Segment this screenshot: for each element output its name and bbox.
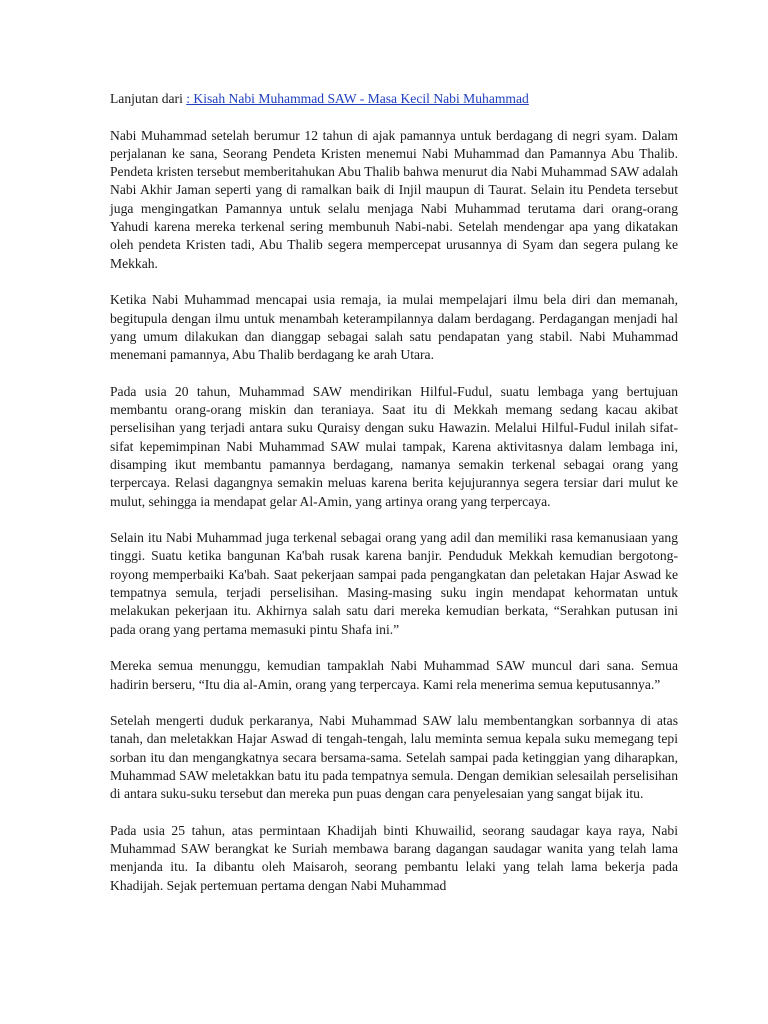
paragraph-2: Ketika Nabi Muhammad mencapai usia remaja, ia mulai mempelajari ilmu bela diri dan memanah, begitupula dengan ilmu untuk menambah keterampilannya dalam berdagang. Perdagangan menjadi hal yang umum dilakukan dan dianggap sebagai salah satu pendapatan yang stabil. Nabi Muhammad menemani pamannya, Abu Thalib berdagang ke arah Utara. xyxy=(110,292,678,363)
paragraph-3: Pada usia 20 tahun, Muhammad SAW mendirikan Hilful-Fudul, suatu lembaga yang bertujuan membantu orang-orang miskin dan teraniaya. Saat itu di Mekkah memang sedang kacau akibat perselisihan yang terjadi antara suku Quraisy dengan suku Hawazin. Melalui Hilful-Fudul inilah sifat-sifat kepemimpinan Nabi Muhammad SAW mulai tampak, Karena aktivitasnya dalam lembaga ini, disamping ikut membantu pamannya berdagang, namanya semakin terkenal sebagai orang yang terpercaya. Relasi dagangnya semakin meluas karena berita kejujurannya segera tersiar dari mulut ke mulut, sehingga ia mendapat gelar Al-Amin, yang artinya orang yang terpercaya. xyxy=(110,383,678,509)
document-page xyxy=(110,90,678,913)
previous-story-link[interactable]: : Kisah Nabi Muhammad SAW - Masa Kecil Nabi Muhammad xyxy=(186,91,529,106)
intro-line xyxy=(110,90,678,108)
paragraph-1: Nabi Muhammad setelah berumur 12 tahun di ajak pamannya untuk berdagang di negri syam. Dalam perjalanan ke sana, Seorang Pendeta Kristen menemui Nabi Muhammad dan Pamannya Abu Thalib. Pendeta kristen tersebut memberitahukan Abu Thalib bahwa menurut dia Nabi Muhammad SAW adalah Nabi Akhir Jaman seperti yang di ramalkan baik di Injil maupun di Taurat. Selain itu Pendeta tersebut juga mengingatkan Pamannya untuk selalu menjaga Nabi Muhammad terutama dari orang-orang Yahudi karena mereka terkenal sering membunuh Nabi-nabi. Setelah mendengar apa yang dikatakan oleh pendeta Kristen tadi, Abu Thalib segera mempercepat urusannya di Syam dan segera pulang ke Mekkah. xyxy=(110,127,678,271)
paragraph-6: Setelah mengerti duduk perkaranya, Nabi Muhammad SAW lalu membentangkan sorbannya di atas tanah, dan meletakkan Hajar Aswad di tengah-tengah, lalu meminta semua kepala suku memegang tepi sorban itu dan mengangkatnya secara bersama-sama. Setelah sampai pada ketinggian yang diharapkan, Muhammad SAW meletakkan batu itu pada tempatnya semula. Dengan demikian selesailah perselisihan di antara suku-suku tersebut dan mereka pun puas dengan cara penyelesaian yang sangat bijak itu. xyxy=(110,713,678,802)
paragraph-4: Selain itu Nabi Muhammad juga terkenal sebagai orang yang adil dan memiliki rasa kemanusiaan yang tinggi. Suatu ketika bangunan Ka'bah rusak karena banjir. Penduduk Mekkah kemudian bergotong-royong memperbaiki Ka'bah. Saat pekerjaan sampai pada pengangkatan dan peletakan Hajar Aswad ke tempatnya semula, terjadi perselisihan. Masing-masing suku ingin mendapat kehormatan untuk melakukan pekerjaan itu. Akhirnya salah satu dari mereka kemudian berkata, “Serahkan putusan ini pada orang yang pertama memasuki pintu Shafa ini.” xyxy=(110,530,678,637)
paragraph-5: Mereka semua menunggu, kemudian tampaklah Nabi Muhammad SAW muncul dari sana. Semua hadirin berseru, “Itu dia al-Amin, orang yang terpercaya. Kami rela menerima semua keputusannya.” xyxy=(110,658,678,692)
paragraph-7: Pada usia 25 tahun, atas permintaan Khadijah binti Khuwailid, seorang saudagar kaya raya, Nabi Muhammad SAW berangkat ke Suriah membawa barang dagangan saudagar wanita yang telah lama menjanda itu. Ia dibantu oleh Maisaroh, seorang pembantu lelaki yang telah lama bekerja pada Khadijah. Sejak pertemuan pertama dengan Nabi Muhammad xyxy=(110,822,678,893)
intro-prefix: Lanjutan dari xyxy=(110,91,187,106)
